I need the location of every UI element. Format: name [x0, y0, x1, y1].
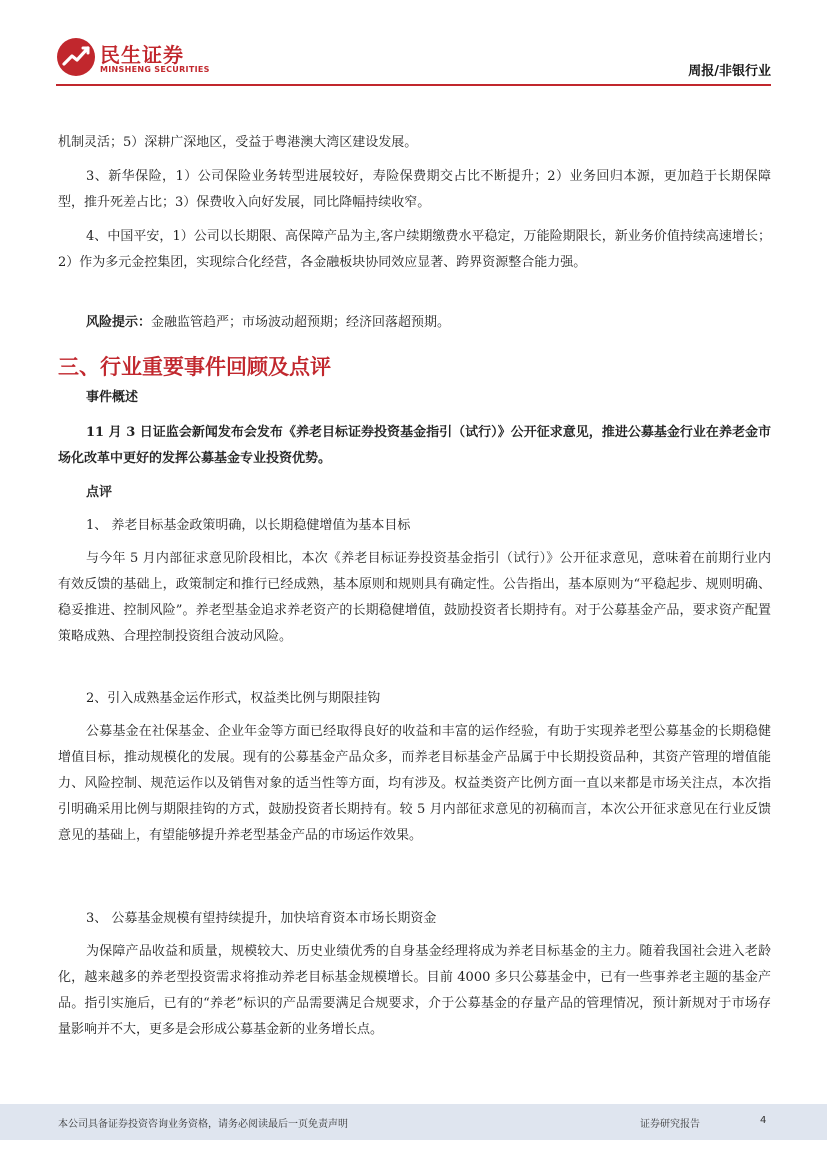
event-heading: 事件概述: [86, 390, 139, 405]
section-title: 三、行业重要事件回顾及点评: [58, 355, 331, 379]
footer-report-type: 证券研究报告: [640, 1119, 700, 1130]
risk-warning: [58, 310, 771, 336]
footer-disclaimer: 本公司具备证券投资咨询业务资格，请务必阅读最后一页免责声明: [58, 1119, 348, 1130]
company-logo: [56, 37, 216, 81]
risk-label: 风险提示：: [86, 315, 152, 330]
body-paragraph: 4、中国平安，1）公司以长期限、高保障产品为主,客户续期缴费水平稳定，万能险期限长，新业务价值持续高速增长；2）作为多元金控集团，实现综合化经营，各金融板块协同效应显著、跨界资源整合能力强。: [58, 229, 771, 270]
comment-paragraph-2: 公募基金在社保基金、企业年金等方面已经取得良好的收益和丰富的运作经验，有助于实现养老型公募基金的长期稳健增值目标，推动规模化的发展。现有的公募基金产品众多，而养老目标基金产品属于中长期投资品种，其资产管理的增值能力、风险控制、规范运作以及销售对象的适当性等方面，均有涉及。权益类资产比例方面一直以来都是市场关注点，本次指引明确采用比例与期限挂钩的方式，鼓励投资者长期持有。较 5 月内部征求意见的初稿而言，本次公开征求意见在行业反馈意见的基础上，有望能够提升养老型基金产品的市场运作效果。: [58, 724, 771, 843]
subheading-3: 3、 公募基金规模有望持续提升，加快培育资本市场长期资金: [86, 911, 437, 926]
event-summary: 11 月 3 日证监会新闻发布会发布《养老目标证券投资基金指引（试行）》公开征求意见，推进公募基金行业在养老金市场化改革中更好的发挥公募基金专业投资优势。: [58, 425, 771, 466]
minsheng-logo-icon: [56, 37, 96, 77]
page-header: [0, 0, 827, 90]
comment-paragraph-1: 与今年 5 月内部征求意见阶段相比，本次《养老目标证券投资基金指引（试行）》公开征求意见，意味着在前期行业内有效反馈的基础上，政策制定和推行已经成熟，基本原则和规则具有确定性。公告指出，基本原则为“平稳起步、规则明确、稳妥推进、控制风险”。养老型基金追求养老资产的长期稳健增值，鼓励投资者长期持有。对于公募基金产品，要求资产配置策略成熟、合理控制投资组合波动风险。: [58, 551, 771, 644]
report-category: 周报/非银行业: [688, 64, 771, 79]
subheading-2: 2、引入成熟基金运作形式，权益类比例与期限挂钩: [86, 691, 381, 706]
comment-heading: 点评: [86, 485, 113, 500]
subheading-1: 1、 养老目标基金政策明确，以长期稳健增值为基本目标: [86, 518, 411, 533]
body-paragraph: 机制灵活；5）深耕广深地区，受益于粤港澳大湾区建设发展。: [58, 135, 418, 150]
logo-text-cn: 民生证券: [100, 43, 184, 67]
header-divider: [56, 84, 771, 86]
comment-paragraph-3: 为保障产品收益和质量，规模较大、历史业绩优秀的自身基金经理将成为养老目标基金的主力。随着我国社会进入老龄化，越来越多的养老型投资需求将推动养老目标基金规模增长。目前 4000 多只公募基金中，已有一些事养老主题的基金产品。指引实施后，已有的“养老”标识的产品需要满足合规要求，介于公募基金的存量产品的管理情况，预计新规对于市场存量影响并不大，更多是会形成公募基金新的业务增长点。: [58, 944, 771, 1037]
logo-text-en: MINSHENG SECURITIES: [100, 65, 210, 74]
body-paragraph: 3、新华保险，1）公司保险业务转型进展较好，寿险保费期交占比不断提升；2）业务回归本源，更加趋于长期保障型，推升死差占比；3）保费收入向好发展，同比降幅持续收窄。: [58, 169, 771, 210]
risk-text: 金融监管趋严；市场波动超预期；经济回落超预期。: [151, 315, 451, 330]
page-number: 4: [760, 1115, 767, 1126]
page-footer: [0, 1104, 827, 1140]
